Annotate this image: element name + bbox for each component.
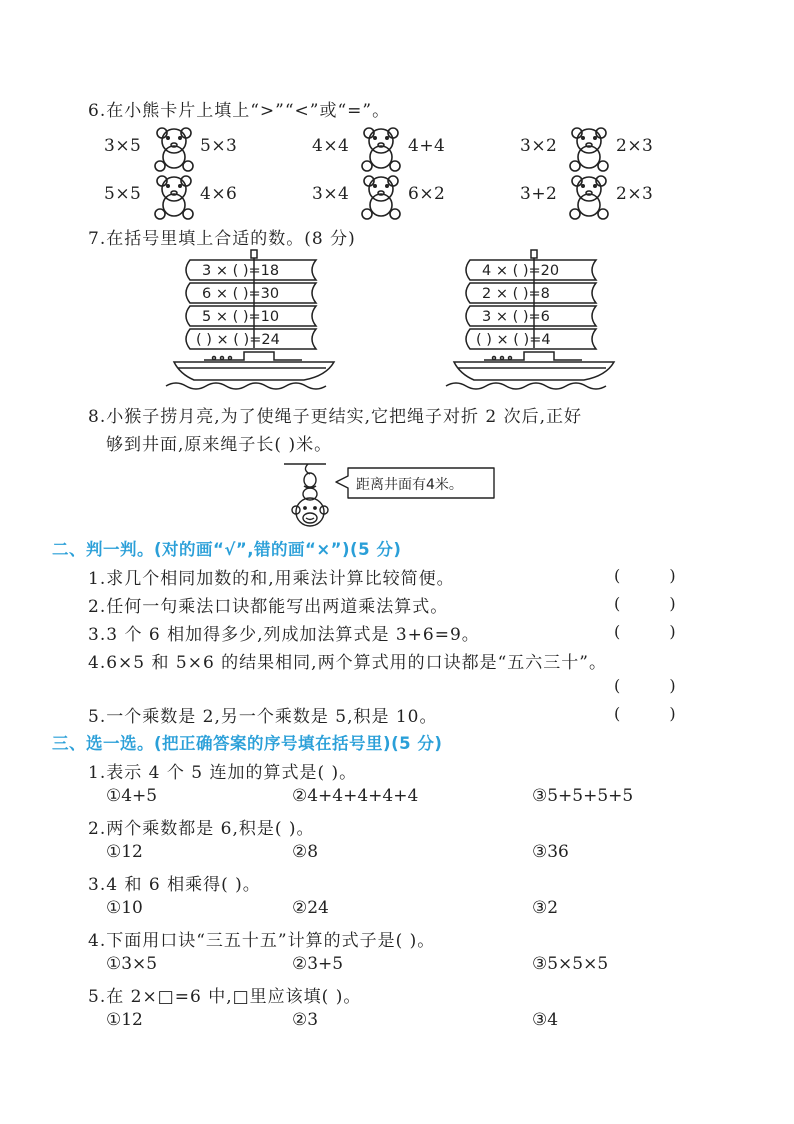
choice-question-1: 1.表示 4 个 5 连加的算式是( )。 bbox=[88, 763, 358, 783]
judge-item-1: 1.求几个相同加数的和,用乘法计算比较简便。 bbox=[88, 569, 455, 589]
q6-r2c1-left: 5×5 bbox=[104, 184, 142, 204]
q6-r1c3-right: 2×3 bbox=[616, 136, 654, 156]
boat2-row4: ( ) × ( )=4 bbox=[476, 332, 551, 348]
judge-answer-3[interactable]: ( ) bbox=[614, 622, 698, 641]
choice-2-option-3[interactable]: ③36 bbox=[532, 842, 569, 862]
speech-bubble-text: 距离井面有4米。 bbox=[356, 477, 463, 493]
choice-4-option-2[interactable]: ②3+5 bbox=[292, 954, 344, 974]
q6-title: 6.在小熊卡片上填上“>”“<”或“=”。 bbox=[88, 101, 391, 121]
q6-r1c2-left: 4×4 bbox=[312, 136, 350, 156]
choice-2-option-1[interactable]: ①12 bbox=[106, 842, 143, 862]
choice-3-option-3[interactable]: ③2 bbox=[532, 898, 559, 918]
judge-item-3: 3.3 个 6 相加得多少,列成加法算式是 3+6=9。 bbox=[88, 625, 480, 645]
q8-line1: 8.小猴子捞月亮,为了使绳子更结实,它把绳子对折 2 次后,正好 bbox=[88, 407, 583, 427]
choice-1-option-3[interactable]: ③5+5+5+5 bbox=[532, 786, 634, 806]
q6-r1c2-right: 4+4 bbox=[408, 136, 446, 156]
monkey-icon bbox=[282, 458, 338, 534]
choice-question-5: 5.在 2×□=6 中,□里应该填( )。 bbox=[88, 987, 362, 1007]
choice-question-3: 3.4 和 6 相乘得( )。 bbox=[88, 875, 261, 895]
choice-5-option-1[interactable]: ①12 bbox=[106, 1010, 143, 1030]
choice-3-option-2[interactable]: ②24 bbox=[292, 898, 329, 918]
q6-r2c3-left: 3+2 bbox=[520, 184, 558, 204]
boat1-row4: ( ) × ( )=24 bbox=[196, 332, 280, 348]
judge-item-2: 2.任何一句乘法口诀都能写出两道乘法算式。 bbox=[88, 597, 449, 617]
q6-r2c2-right: 6×2 bbox=[408, 184, 446, 204]
boat2-row1: 4 × ( )=20 bbox=[482, 263, 560, 279]
q7-title: 7.在括号里填上合适的数。(8 分) bbox=[88, 229, 356, 249]
bear-card-icon[interactable] bbox=[566, 124, 612, 172]
choice-4-option-3[interactable]: ③5×5×5 bbox=[532, 954, 609, 974]
q8-line2: 够到井面,原来绳子长( )米。 bbox=[106, 435, 333, 455]
choice-4-option-1[interactable]: ①3×5 bbox=[106, 954, 158, 974]
choice-question-4: 4.下面用口诀“三五十五”计算的式子是( )。 bbox=[88, 931, 436, 951]
q6-r2c1-right: 4×6 bbox=[200, 184, 238, 204]
judge-answer-2[interactable]: ( ) bbox=[614, 594, 698, 613]
section3-title: 三、选一选。(把正确答案的序号填在括号里)(5 分) bbox=[52, 734, 443, 753]
bear-card-icon[interactable] bbox=[151, 172, 197, 220]
bear-card-icon[interactable] bbox=[151, 124, 197, 172]
choice-1-option-2[interactable]: ②4+4+4+4+4 bbox=[292, 786, 419, 806]
judge-answer-1[interactable]: ( ) bbox=[614, 566, 698, 585]
q6-r1c1-left: 3×5 bbox=[104, 136, 142, 156]
q6-r1c3-left: 3×2 bbox=[520, 136, 558, 156]
section2-title: 二、判一判。(对的画“√”,错的画“×”)(5 分) bbox=[52, 540, 402, 559]
judge-answer-5[interactable]: ( ) bbox=[614, 704, 698, 723]
q6-r2c2-left: 3×4 bbox=[312, 184, 350, 204]
choice-2-option-2[interactable]: ②8 bbox=[292, 842, 319, 862]
q6-r1c1-right: 5×3 bbox=[200, 136, 238, 156]
boat2-row3: 3 × ( )=6 bbox=[482, 309, 550, 325]
boat1-row3: 5 × ( )=10 bbox=[202, 309, 280, 325]
bear-card-icon[interactable] bbox=[566, 172, 612, 220]
choice-3-option-1[interactable]: ①10 bbox=[106, 898, 143, 918]
bear-card-icon[interactable] bbox=[358, 124, 404, 172]
choice-5-option-2[interactable]: ②3 bbox=[292, 1010, 319, 1030]
judge-item-4: 4.6×5 和 5×6 的结果相同,两个算式用的口诀都是“五六三十”。 bbox=[88, 653, 607, 673]
boat2-row2: 2 × ( )=8 bbox=[482, 286, 550, 302]
q6-r2c3-right: 2×3 bbox=[616, 184, 654, 204]
boat1-row2: 6 × ( )=30 bbox=[202, 286, 280, 302]
bear-card-icon[interactable] bbox=[358, 172, 404, 220]
boat1-row1: 3 × ( )=18 bbox=[202, 263, 280, 279]
choice-5-option-3[interactable]: ③4 bbox=[532, 1010, 559, 1030]
choice-1-option-1[interactable]: ①4+5 bbox=[106, 786, 158, 806]
judge-item-5: 5.一个乘数是 2,另一个乘数是 5,积是 10。 bbox=[88, 707, 438, 727]
judge-answer-4[interactable]: ( ) bbox=[614, 676, 698, 695]
choice-question-2: 2.两个乘数都是 6,积是( )。 bbox=[88, 819, 315, 839]
